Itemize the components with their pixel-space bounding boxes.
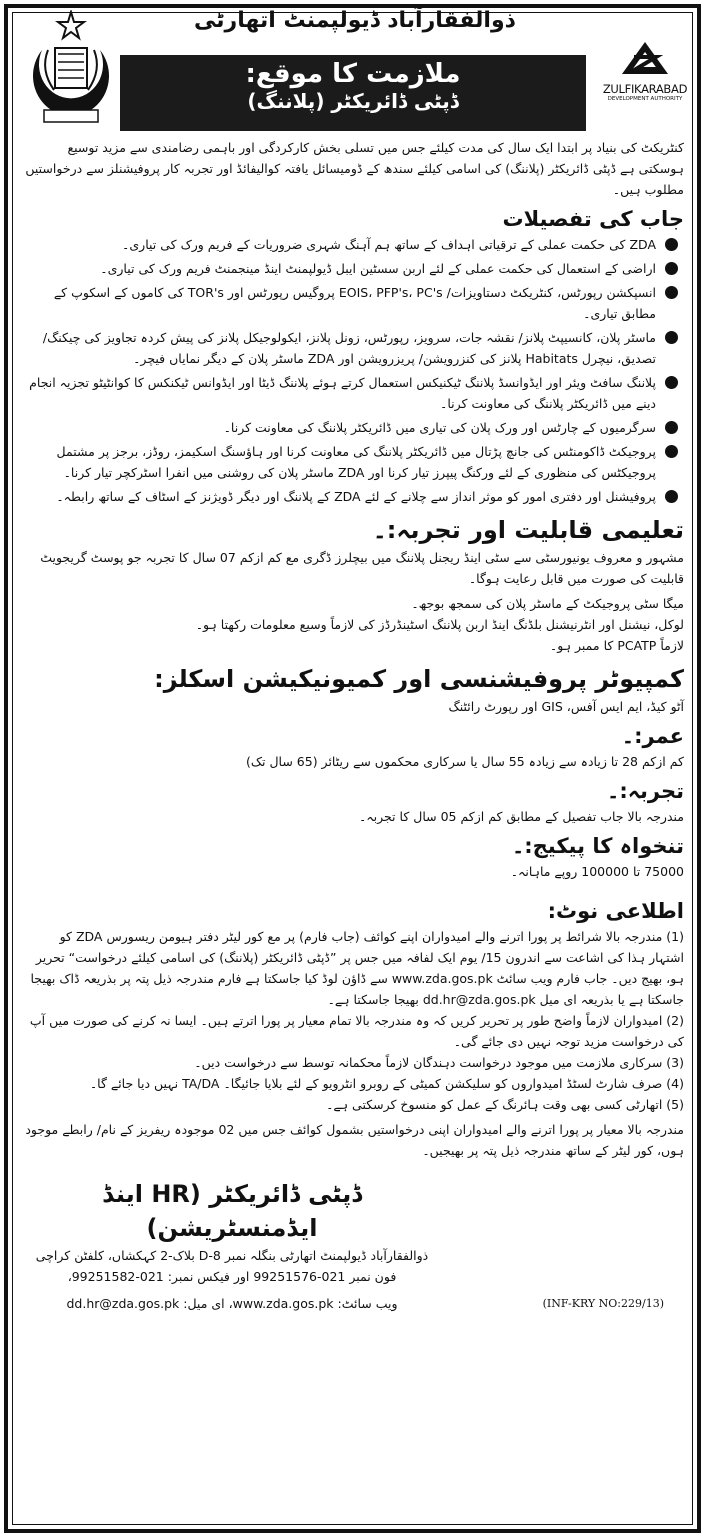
computer-skills-heading: کمپیوٹر پروفیشنسی اور کمیونیکیشن اسکلز: bbox=[154, 665, 684, 693]
list-item: پلاننگ سافٹ ویئر اور ایڈوانسڈ پلاننگ ٹیکنیکس استعمال کرتے ہوئے پلاننگ ڈیٹا اور ایڈوانس ٹیکنکس کا کوانٹیٹو تجزیہ انجام دینے میں ڈائریکٹر پلاننگ کی معاونت کرنا۔ bbox=[22, 372, 684, 414]
note-item: (1) مندرجہ بالا شرائط پر پورا اترنے والے امیدواران اپنے کوائف (جاب فارم) پر مع کور لیٹر دفتر ہیومن ریسورس ZDA کو اشتہار ہذا کی اشاعت سے اندرون 15/ یوم ایک لفافہ میں جس پر ”ڈپٹی ڈائریکٹر (پلاننگ) کی اسامی کیلئے درخواست“ تحریر ہو، بھیج دیں۔ جاب فارم ویب سائٹ www.zda.gos.pk سے ڈاؤن لوڈ کیا جاسکتا ہے فارم مندرجہ ذیل پتہ پر بذریعہ ڈاک بھیجا جاسکتا ہے یا بذریعہ ای میل dd.hr@zda.gos.pk بھیجا جاسکتا ہے۔ bbox=[30, 929, 684, 1007]
contact-footer-row bbox=[22, 1293, 684, 1314]
note-item: (5) اتھارٹی کسی بھی وقت ہائرنگ کے عمل کو منسوخ کرسکتی ہے۔ bbox=[326, 1097, 684, 1112]
advertisement-body bbox=[22, 0, 684, 1344]
experience-heading: تجربہ:۔ bbox=[607, 779, 684, 803]
education-items bbox=[22, 593, 684, 656]
notes-list bbox=[22, 926, 684, 1161]
education-heading: تعلیمی قابلیت اور تجربہ:۔ bbox=[372, 516, 684, 544]
job-details-list bbox=[22, 234, 684, 507]
list-item: ZDA کی حکمت عملی کے ترقیاتی اہداف کے ساتھ ہم آہنگ شہری ضروریات کے فریم ورک کی تیاری۔ bbox=[22, 234, 684, 255]
logo-name: ZULFIKARABAD bbox=[602, 82, 688, 96]
contact-web-email[interactable]: ویب سائٹ: www.zda.gos.pk، ای میل: dd.hr@zda.gos.pk bbox=[66, 1296, 398, 1311]
list-item: میگا سٹی پروجیکٹ کے ماسٹر پلان کی سمجھ بوجھ۔ bbox=[411, 596, 684, 611]
list-item: لازماً PCATP کا ممبر ہو۔ bbox=[549, 638, 684, 653]
notes-heading: اطلاعی نوٹ: bbox=[547, 899, 684, 923]
organization-title: ذوالفقارآباد ڈیولپمنٹ اتھارٹی bbox=[194, 8, 516, 33]
contact-phone: فون نمبر 021-99251576 اور فیکس نمبر: 021-99251582، bbox=[67, 1269, 397, 1284]
contact-address: ذوالفقارآباد ڈیولپمنٹ اتھارٹی بنگلہ نمبر D-8 بلاک-2 کہکشاں، کلفٹن کراچی bbox=[35, 1248, 429, 1263]
reference-number: (INF-KRY NO:229/13) bbox=[542, 1297, 664, 1310]
list-item: پروفیشنل اور دفتری امور کو موثر انداز سے چلانے کے لئے ZDA کے پلاننگ اور دیگر ڈویژنز کے اسٹاف کے ساتھ رابطہ۔ bbox=[22, 486, 684, 507]
contact-heading: ڈپٹی ڈائریکٹر (HR اینڈ ایڈمنسٹریشن) bbox=[102, 1180, 362, 1242]
list-item: سرگرمیوں کے چارٹس اور ورک پلان کی تیاری میں ڈائریکٹر پلاننگ کی معاونت کرنا۔ bbox=[22, 417, 684, 438]
logo-subtitle: DEVELOPMENT AUTHORITY bbox=[607, 96, 683, 102]
list-item: انسپکشن رپورٹس، کنٹریکٹ دستاویزات/ EOIS، PFP's، PC's پروگیس رپورٹس اور TOR's کی کاموں کے اسکوپ کے مطابق تیاری۔ bbox=[22, 282, 684, 324]
banner-title: ملازمت کا موقع: bbox=[245, 59, 461, 89]
age-text: کم ازکم 28 تا زیادہ سے زیادہ 55 سال یا سرکاری محکموں سے ریٹائر (65 سال تک) bbox=[245, 754, 684, 769]
notes-closing: مندرجہ بالا معیار پر پورا اترنے والے امیدواران اپنی درخواستیں بشمول کوائف جس میں 02 موجودہ ریفریز کے نام/ رابطے موجود ہوں، کور لیٹر کے ساتھ مندرجہ ذیل پتہ پر بھیجیں۔ bbox=[25, 1122, 684, 1158]
salary-text: 75000 تا 100000 روپے ماہانہ۔ bbox=[510, 864, 684, 879]
intro-paragraph: کنٹریکٹ کی بنیاد پر ابتدا ایک سال کی مدت کیلئے جس میں تسلی بخش کارکردگی اور باہمی رضامندی سے مزید توسیع ہوسکتی ہے ڈپٹی ڈائریکٹر (پلاننگ) کی اسامی کیلئے سندھ کے ڈومیسائل یافتہ کوالیفائڈ اور تجربہ کار پروفیشنلز سے درخواستیں مطلوب ہیں۔ bbox=[25, 140, 684, 197]
list-item: ماسٹر پلان، کانسیپٹ پلانز/ نقشہ جات، سرویز، رپورٹس، زونل پلانز، ایکولوجیکل پلانز کی پیش کردہ تجاویز کی چیکنگ/ تصدیق، نیچرل Habitats پلانز کی کنزرویشن/ پریزرویشن اور ZDA ماسٹر پلان کے دیگر نمایاں فیچر۔ bbox=[22, 327, 684, 369]
note-item: (4) صرف شارٹ لسٹڈ امیدواروں کو سلیکشن کمیٹی کے روبرو انٹرویو کے لئے بلایا جائیگا۔ TA/DA نہیں دیا جائے گا۔ bbox=[89, 1076, 684, 1091]
age-heading: عمر:۔ bbox=[621, 724, 684, 748]
note-item: (2) امیدواران لازماً واضح طور پر تحریر کریں کہ وہ مندرجہ بالا تمام معیار پر پورا اترتے ہیں۔ ایسا نہ کرنے کی صورت میں آپ کی درخواست مزید توجہ نہیں دی جائے گی۔ bbox=[29, 1013, 684, 1049]
computer-skills-text: آٹو کیڈ، ایم ایس آفس، GIS اور رپورٹ رائٹنگ bbox=[448, 699, 684, 714]
note-item: (3) سرکاری ملازمت میں موجود درخواست دہندگان لازماً محکمانہ توسط سے درخواست دیں۔ bbox=[194, 1055, 684, 1070]
list-item: پروجیکٹ ڈاکومنٹس کی جانچ پڑتال میں ڈائریکٹر پلاننگ کی معاونت کرنا اور ہاؤسنگ اسکیمز، روڈز، برجز پر مشتمل پروجیکٹس کی منظوری کے لئے ورکنگ پیپرز تیار کرنا اور ZDA ماسٹر پلان کی روشنی میں انفرا اسٹرکچر تیار کرنا۔ bbox=[22, 441, 684, 483]
education-paragraph: مشہور و معروف یونیورسٹی سے سٹی اینڈ ریجنل پلاننگ میں بیچلرز ڈگری مع کم ازکم 07 سال کا تجربہ جو پوسٹ گریجویٹ قابلیت کی صورت میں قابل رعایت ہوگا۔ bbox=[40, 550, 684, 586]
experience-text: مندرجہ بالا جاب تفصیل کے مطابق کم ازکم 05 سال کا تجربہ۔ bbox=[358, 809, 684, 824]
banner-position: ڈپٹی ڈائریکٹر (پلاننگ) bbox=[247, 89, 459, 113]
job-details-heading: جاب کی تفصیلات bbox=[502, 207, 684, 231]
list-item: اراضی کے استعمال کی حکمت عملی کے لئے اربن سسٹین ایبل ڈیولپمنٹ اینڈ مینجمنٹ فریم ورک کی تیاری۔ bbox=[22, 258, 684, 279]
list-item: لوکل، نیشنل اور انٹرنیشنل بلڈنگ اینڈ اربن پلاننگ اسٹینڈرڈز کی لازماً وسیع معلومات رکھتا ہو۔ bbox=[195, 617, 684, 632]
salary-heading: تنخواہ کا پیکیج:۔ bbox=[511, 834, 684, 858]
